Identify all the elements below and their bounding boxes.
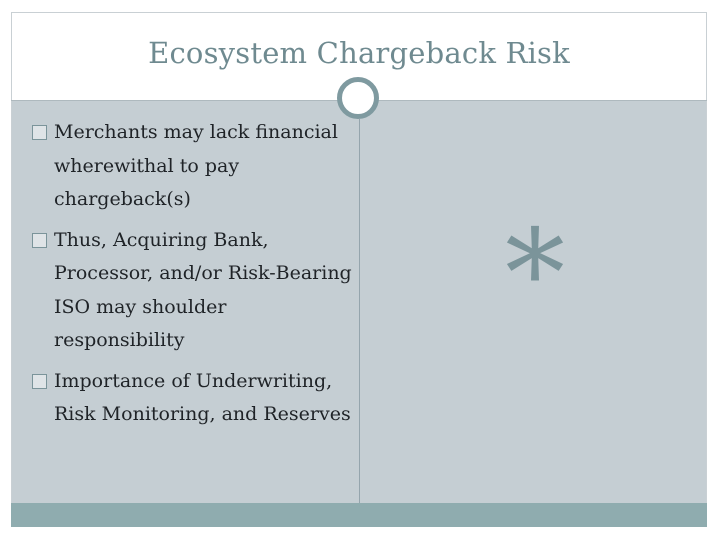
bullet-item: [32, 224, 357, 358]
footer-bar: [11, 503, 707, 527]
bullet-item: [32, 365, 357, 432]
checkbox-bullet-icon: [32, 125, 47, 140]
bullet-item: [32, 116, 357, 217]
asterisk-symbol: *: [505, 205, 565, 344]
column-divider: [359, 119, 360, 503]
bullet-text: Thus, Acquiring Bank, Processor, and/or Risk-Bearing ISO may shoulder responsibility: [54, 228, 352, 351]
decorative-circle: [337, 77, 379, 119]
bullet-text: Importance of Underwriting, Risk Monitoring, and Reserves: [54, 369, 351, 425]
bullet-list: [32, 116, 357, 439]
bullet-text: Merchants may lack financial wherewithal to pay chargeback(s): [54, 121, 338, 210]
checkbox-bullet-icon: [32, 374, 47, 389]
checkbox-bullet-icon: [32, 233, 47, 248]
slide-title: Ecosystem Chargeback Risk: [148, 36, 570, 70]
